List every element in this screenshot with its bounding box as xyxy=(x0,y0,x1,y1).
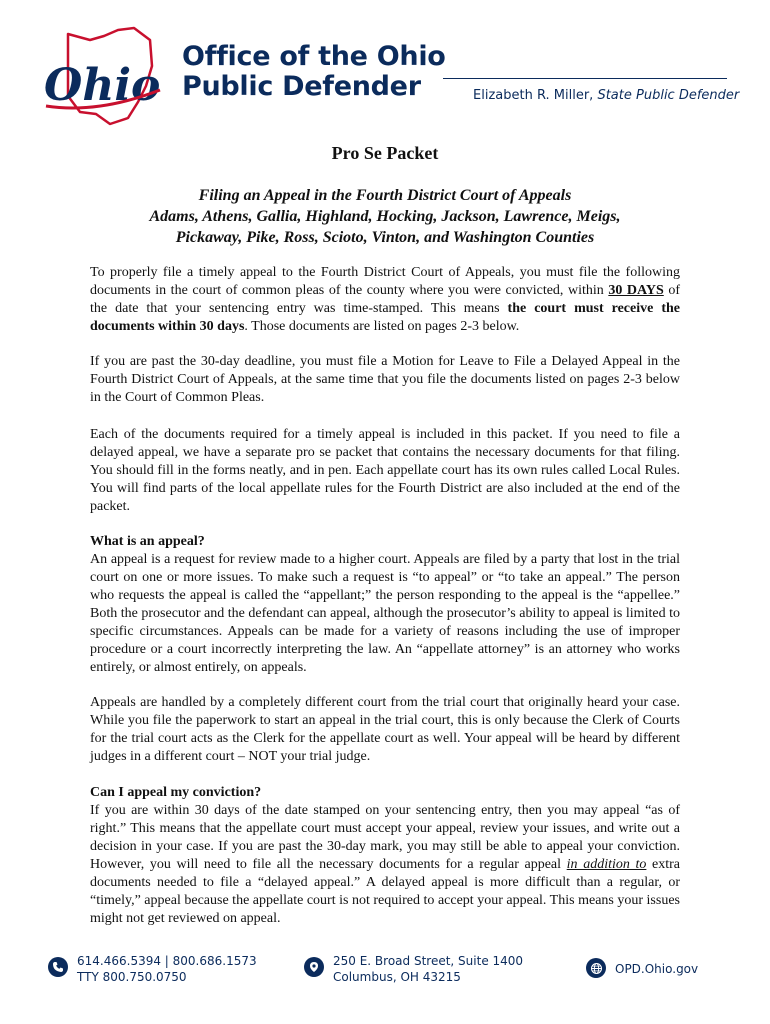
defender-name: Elizabeth R. Miller, xyxy=(473,88,598,103)
intro-text: To properly file a timely appeal to the Fourth District Court of Appeals, you must file the following documents in the court of common pleas of the county where you were convicted, within xyxy=(90,265,680,298)
header-divider xyxy=(443,78,727,79)
ohio-logo xyxy=(38,26,168,126)
deadline-days: 30 DAYS xyxy=(608,283,664,298)
intro-paragraph xyxy=(90,264,680,336)
state-defender-line xyxy=(473,88,739,103)
section-heading: Can I appeal my conviction? xyxy=(90,785,262,800)
phone-icon xyxy=(48,957,68,977)
tty-number: TTY 800.750.0750 xyxy=(77,970,187,984)
org-name-line2: Public Defender xyxy=(182,71,421,102)
section-body: extra documents needed to file a “delayed appeal.” A delayed appeal is more difficult than a regular, or “timely,” appeal because the appellate court is not required to accept your appeal. This means your issues might not get reviewed on appeal. xyxy=(90,857,680,926)
footer-website xyxy=(586,958,698,978)
location-pin-icon xyxy=(304,957,324,977)
website-link[interactable]: OPD.Ohio.gov xyxy=(615,962,699,976)
footer-address xyxy=(304,953,523,985)
appellate-court-paragraph: Appeals are handled by a completely different court from the trial court that originally heard your case. While you file the paperwork to start an appeal in the trial court, this is only because the Clerk of Courts for the trial court acts as the Clerk for the appellate court as well. Your appeal will be heard by different judges in a different court – NOT your trial judge. xyxy=(90,695,680,764)
subtitle xyxy=(60,185,710,248)
section-body: If you are within 30 days of the date stamped on your sentencing entry, then you may appeal “as of right.” This means that the appellate court must accept your appeal, review your issues, and write out a decision in your case. If you are past the 30-day mark, you may still be able to appeal your conviction. However, you will need to file all the necessary documents for a regular appeal xyxy=(90,803,680,872)
can-i-appeal-section xyxy=(90,784,680,928)
phone-numbers: 614.466.5394 | 800.686.1573 xyxy=(77,954,257,968)
section-heading: What is an appeal? xyxy=(90,534,205,549)
subtitle-line: Filing an Appeal in the Fourth District Court of Appeals xyxy=(198,187,572,204)
subtitle-line: Adams, Athens, Gallia, Highland, Hocking, Jackson, Lawrence, Meigs, xyxy=(149,208,621,225)
footer-phone xyxy=(48,953,257,985)
intro-text: of the date that your sentencing entry was time-stamped. This means xyxy=(90,283,680,316)
late-deadline-paragraph: If you are past the 30-day deadline, you must file a Motion for Leave to File a Delayed Appeal in the Fourth District Court of Appeals, at the same time that you file the documents listed on pages 2-3 below in the Court of Common Pleas. xyxy=(90,354,680,405)
globe-icon xyxy=(586,958,606,978)
street-address: 250 E. Broad Street, Suite 1400 xyxy=(333,954,524,968)
subtitle-line: Pickaway, Pike, Ross, Scioto, Vinton, and Washington Counties xyxy=(175,229,595,246)
what-is-appeal-section xyxy=(90,533,680,677)
defender-role: State Public Defender xyxy=(597,88,740,103)
section-body: An appeal is a request for review made to a higher court. Appeals are filed by a party that lost in the trial court on one or more issues. To make such a request is “to appeal” or “to take an appeal.” The person who requests the appeal is called the “appellant;” the person responding to the appeal is the “appellee.” Both the prosecutor and the defendant can appeal, although the prosecutor’s ability to appeal is limited to specific circumstances. Appeals can be made for a variety of reasons including the use of improper procedure or a court incorrectly interpreting the law. An “appellate attorney” is an attorney who works entirely, or almost entirely, on appeals. xyxy=(90,552,680,675)
page-title: Pro Se Packet xyxy=(331,143,439,163)
packet-contents-paragraph: Each of the documents required for a timely appeal is included in this packet. If you need to file a delayed appeal, we have a separate pro se packet that contains the necessary documents for that filing. You should fill in the forms neatly, and in pen. Each appellate court has its own rules called Local Rules. You will find parts of the local appellate rules for the Fourth District are also included at the end of the packet. xyxy=(90,427,680,514)
intro-emphasis: the court must receive the documents within 30 days xyxy=(90,301,680,334)
section-emphasis: in addition to xyxy=(566,857,647,872)
intro-text: . Those documents are listed on pages 2-3 below. xyxy=(244,319,520,334)
city-state-zip: Columbus, OH 43215 xyxy=(333,970,461,984)
org-name-line1: Office of the Ohio xyxy=(182,41,446,72)
organization-name xyxy=(182,42,446,102)
logo-wordmark: Ohio xyxy=(44,60,161,111)
